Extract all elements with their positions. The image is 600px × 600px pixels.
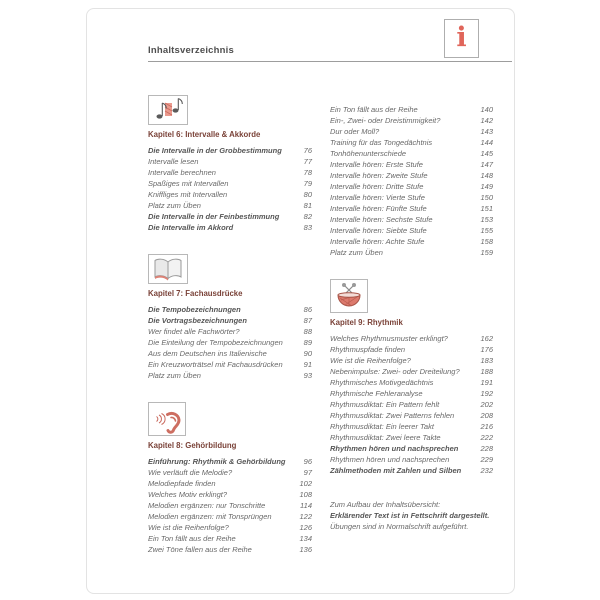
toc-entry-label: Ein Kreuzworträtsel mit Fachausdrücken <box>148 360 283 369</box>
toc-entry <box>330 334 493 345</box>
toc-entry-label: Rhythmen hören und nachsprechen <box>330 455 450 464</box>
toc-entry-page: 122 <box>299 512 312 521</box>
toc-entry <box>330 171 493 182</box>
toc-entry <box>148 534 312 545</box>
toc-entry <box>148 479 312 490</box>
toc-entry <box>330 400 493 411</box>
toc-entry <box>330 389 493 400</box>
toc-entry-page: 97 <box>303 468 312 477</box>
toc-entry <box>330 345 493 356</box>
toc-entry <box>148 223 312 234</box>
chapter-8-title: Kapitel 8: Gehörbildung <box>148 441 237 450</box>
toc-entry <box>330 149 493 160</box>
toc-entry <box>148 501 312 512</box>
toc-entry-page: 145 <box>480 149 493 158</box>
toc-entry-page: 126 <box>299 523 312 532</box>
toc-entry-page: 77 <box>303 157 312 166</box>
toc-entry-page: 82 <box>303 212 312 221</box>
toc-entry-page: 78 <box>303 168 312 177</box>
toc-entry-page: 102 <box>299 479 312 488</box>
toc-entry <box>148 327 312 338</box>
toc-entry <box>148 545 312 556</box>
toc-entry-page: 158 <box>480 237 493 246</box>
note-line-text: Zum Aufbau der Inhaltsübersicht: <box>330 500 441 509</box>
toc-entry-page: 81 <box>303 201 312 210</box>
toc-entry-label: Intervalle hören: Sechste Stufe <box>330 215 433 224</box>
toc-entry <box>148 316 312 327</box>
chapter-9-entries <box>330 334 493 477</box>
interval-notes-icon <box>148 95 188 125</box>
toc-entry-label: Zählmethoden mit Zahlen und Silben <box>330 466 462 475</box>
toc-entry-page: 144 <box>480 138 493 147</box>
toc-entry-label: Platz zum Üben <box>148 201 201 210</box>
toc-entry-page: 150 <box>480 193 493 202</box>
toc-entry-label: Rhythmusdiktat: Ein leerer Takt <box>330 422 434 431</box>
toc-entry-label: Intervalle hören: Vierte Stufe <box>330 193 425 202</box>
toc-entry-page: 93 <box>303 371 312 380</box>
toc-entry-page: 89 <box>303 338 312 347</box>
toc-entry-label: Rhythmisches Motivgedächtnis <box>330 378 434 387</box>
toc-entry-label: Training für das Tongedächtnis <box>330 138 433 147</box>
toc-entry <box>148 179 312 190</box>
toc-entry-label: Rhythmen hören und nachsprechen <box>330 444 459 453</box>
kettledrum-icon <box>330 279 368 313</box>
toc-entry-label: Die Intervalle in der Grobbestimmung <box>148 146 282 155</box>
toc-entry <box>330 367 493 378</box>
toc-entry-page: 222 <box>480 433 493 442</box>
chapter-8-section <box>148 402 312 556</box>
toc-entry-label: Welches Motiv erklingt? <box>148 490 228 499</box>
toc-entry-page: 91 <box>303 360 312 369</box>
chapter-6-entries <box>148 146 312 234</box>
toc-entry <box>330 466 493 477</box>
toc-entry <box>148 523 312 534</box>
toc-entry-label: Die Vortragsbezeichnungen <box>148 316 247 325</box>
chapter-7-title: Kapitel 7: Fachausdrücke <box>148 289 243 298</box>
toc-entry-label: Zwei Töne fallen aus der Reihe <box>148 545 252 554</box>
chapter-6-section <box>148 95 312 234</box>
toc-entry-label: Intervalle hören: Achte Stufe <box>330 237 425 246</box>
toc-entry <box>148 371 312 382</box>
toc-entry <box>148 468 312 479</box>
toc-entry-label: Rhythmusdiktat: Zwei Patterns fehlen <box>330 411 455 420</box>
toc-entry-page: 216 <box>480 422 493 431</box>
structure-note <box>330 499 493 532</box>
toc-entry-label: Ein Ton fällt aus der Reihe <box>330 105 418 114</box>
toc-entry-label: Platz zum Üben <box>330 248 383 257</box>
toc-entry-page: 114 <box>300 501 312 510</box>
toc-entry <box>330 378 493 389</box>
toc-entry <box>330 444 493 455</box>
toc-entry <box>148 190 312 201</box>
toc-entry-page: 149 <box>480 182 493 191</box>
info-box <box>444 19 479 58</box>
toc-entry-page: 143 <box>480 127 493 136</box>
chapter-6-title: Kapitel 6: Intervalle & Akkorde <box>148 130 261 139</box>
toc-entry-page: 183 <box>480 356 493 365</box>
toc-entry <box>330 226 493 237</box>
toc-entry <box>148 360 312 371</box>
toc-entry-label: Intervalle hören: Siebte Stufe <box>330 226 427 235</box>
toc-entry <box>148 457 312 468</box>
toc-entry-label: Spaßiges mit Intervallen <box>148 179 229 188</box>
toc-entry-label: Wie verläuft die Melodie? <box>148 468 233 477</box>
right-column <box>330 105 493 532</box>
toc-entry <box>148 338 312 349</box>
toc-entry-page: 83 <box>303 223 312 232</box>
toc-entry-page: 108 <box>299 490 312 499</box>
note-line <box>330 510 493 521</box>
toc-entry-label: Wer findet alle Fachwörter? <box>148 327 240 336</box>
toc-entry-page: 192 <box>480 389 493 398</box>
toc-entry-page: 80 <box>303 190 312 199</box>
toc-entry <box>330 138 493 149</box>
toc-entry-page: 76 <box>303 146 312 155</box>
toc-entry-page: 140 <box>480 105 493 114</box>
toc-entry-page: 176 <box>480 345 493 354</box>
toc-entry-page: 142 <box>480 116 493 125</box>
open-book-icon <box>148 254 188 284</box>
toc-entry-page: 96 <box>303 457 312 466</box>
toc-entry-label: Die Einteilung der Tempobezeichnungen <box>148 338 283 347</box>
toc-entry <box>148 212 312 223</box>
note-line-text: Übungen sind in Normalschrift aufgeführt. <box>330 522 469 531</box>
note-line <box>330 499 493 510</box>
toc-entry-label: Einführung: Rhythmik & Gehörbildung <box>148 457 286 466</box>
toc-entry-page: 155 <box>480 226 493 235</box>
toc-entry-label: Rhythmuspfade finden <box>330 345 406 354</box>
toc-entry-page: 151 <box>480 204 493 213</box>
toc-entry-label: Die Tempobezeichnungen <box>148 305 241 314</box>
toc-entry <box>330 116 493 127</box>
header-divider <box>148 61 512 62</box>
toc-entry <box>330 237 493 248</box>
left-column <box>148 95 312 556</box>
note-line-text: Erklärender Text ist in Fettschrift dargestellt. <box>330 511 490 520</box>
toc-entry-page: 232 <box>480 466 493 475</box>
toc-entry-label: Rhythmusdiktat: Ein Pattern fehlt <box>330 400 440 409</box>
toc-entry <box>330 356 493 367</box>
toc-entry-page: 188 <box>480 367 493 376</box>
toc-entry <box>330 204 493 215</box>
toc-entry-label: Nebenimpulse: Zwei- oder Dreiteilung? <box>330 367 460 376</box>
toc-entry-label: Intervalle berechnen <box>148 168 216 177</box>
toc-entry-label: Dur oder Moll? <box>330 127 380 136</box>
toc-entry-page: 147 <box>480 160 493 169</box>
toc-entry <box>330 105 493 116</box>
chapter-7-entries <box>148 305 312 382</box>
chapter-9-title: Kapitel 9: Rhythmik <box>330 318 403 327</box>
toc-entry-label: Wie ist die Reihenfolge? <box>148 523 229 532</box>
toc-entry <box>330 422 493 433</box>
toc-entry-label: Intervalle hören: Dritte Stufe <box>330 182 424 191</box>
toc-entry-label: Wie ist die Reihenfolge? <box>330 356 411 365</box>
toc-entry <box>330 411 493 422</box>
chapter-8-continued-entries <box>330 105 493 259</box>
toc-entry-label: Intervalle hören: Erste Stufe <box>330 160 423 169</box>
toc-entry <box>148 490 312 501</box>
toc-entry-page: 136 <box>299 545 312 554</box>
toc-entry <box>148 157 312 168</box>
chapter-9-section <box>330 279 493 477</box>
toc-entry-label: Ein-, Zwei- oder Dreistimmigkeit? <box>330 116 441 125</box>
toc-entry-label: Tonhöhenunterschiede <box>330 149 407 158</box>
toc-entry-page: 88 <box>303 327 312 336</box>
toc-entry-label: Platz zum Üben <box>148 371 201 380</box>
toc-entry-label: Melodien ergänzen: mit Tonsprüngen <box>148 512 272 521</box>
toc-entry-page: 229 <box>480 455 493 464</box>
toc-entry-label: Aus dem Deutschen ins Italienische <box>148 349 267 358</box>
toc-entry-page: 86 <box>303 305 312 314</box>
toc-entry-page: 153 <box>480 215 493 224</box>
toc-entry <box>148 512 312 523</box>
toc-entry <box>330 193 493 204</box>
toc-entry-page: 208 <box>480 411 493 420</box>
toc-entry-label: Melodien ergänzen: nur Tonschritte <box>148 501 266 510</box>
toc-entry-label: Melodiepfade finden <box>148 479 216 488</box>
toc-entry-page: 228 <box>480 444 493 453</box>
toc-entry-label: Die Intervalle in der Feinbestimmung <box>148 212 280 221</box>
toc-entry <box>148 305 312 316</box>
toc-entry-page: 90 <box>303 349 312 358</box>
ear-icon <box>148 402 186 436</box>
toc-entry <box>148 349 312 360</box>
toc-entry-page: 159 <box>480 248 493 257</box>
toc-entry-page: 162 <box>480 334 493 343</box>
toc-entry-label: Kniffliges mit Intervallen <box>148 190 228 199</box>
toc-entry <box>330 215 493 226</box>
chapter-8-entries <box>148 457 312 556</box>
toc-entry-label: Intervalle lesen <box>148 157 199 166</box>
toc-entry-label: Ein Ton fällt aus der Reihe <box>148 534 236 543</box>
toc-entry <box>330 433 493 444</box>
toc-entry <box>330 160 493 171</box>
toc-entry <box>330 127 493 138</box>
toc-entry-page: 87 <box>303 316 312 325</box>
toc-entry-label: Intervalle hören: Zweite Stufe <box>330 171 428 180</box>
toc-entry-page: 134 <box>299 534 312 543</box>
toc-entry-page: 79 <box>303 179 312 188</box>
page-title: Inhaltsverzeichnis <box>148 45 234 56</box>
toc-entry <box>148 168 312 179</box>
toc-entry-page: 202 <box>480 400 493 409</box>
toc-entry <box>330 455 493 466</box>
toc-entry <box>330 182 493 193</box>
toc-entry <box>330 248 493 259</box>
info-icon: i <box>456 22 467 53</box>
toc-entry-page: 191 <box>480 378 493 387</box>
note-line <box>330 521 493 532</box>
toc-entry <box>148 201 312 212</box>
toc-entry <box>148 146 312 157</box>
toc-entry-label: Welches Rhythmusmuster erklingt? <box>330 334 448 343</box>
toc-entry-label: Rhythmusdiktat: Zwei leere Takte <box>330 433 441 442</box>
toc-entry-label: Die Intervalle im Akkord <box>148 223 234 232</box>
toc-entry-page: 148 <box>480 171 493 180</box>
chapter-7-section <box>148 254 312 382</box>
toc-entry-label: Intervalle hören: Fünfte Stufe <box>330 204 427 213</box>
toc-entry-label: Rhythmische Fehleranalyse <box>330 389 423 398</box>
